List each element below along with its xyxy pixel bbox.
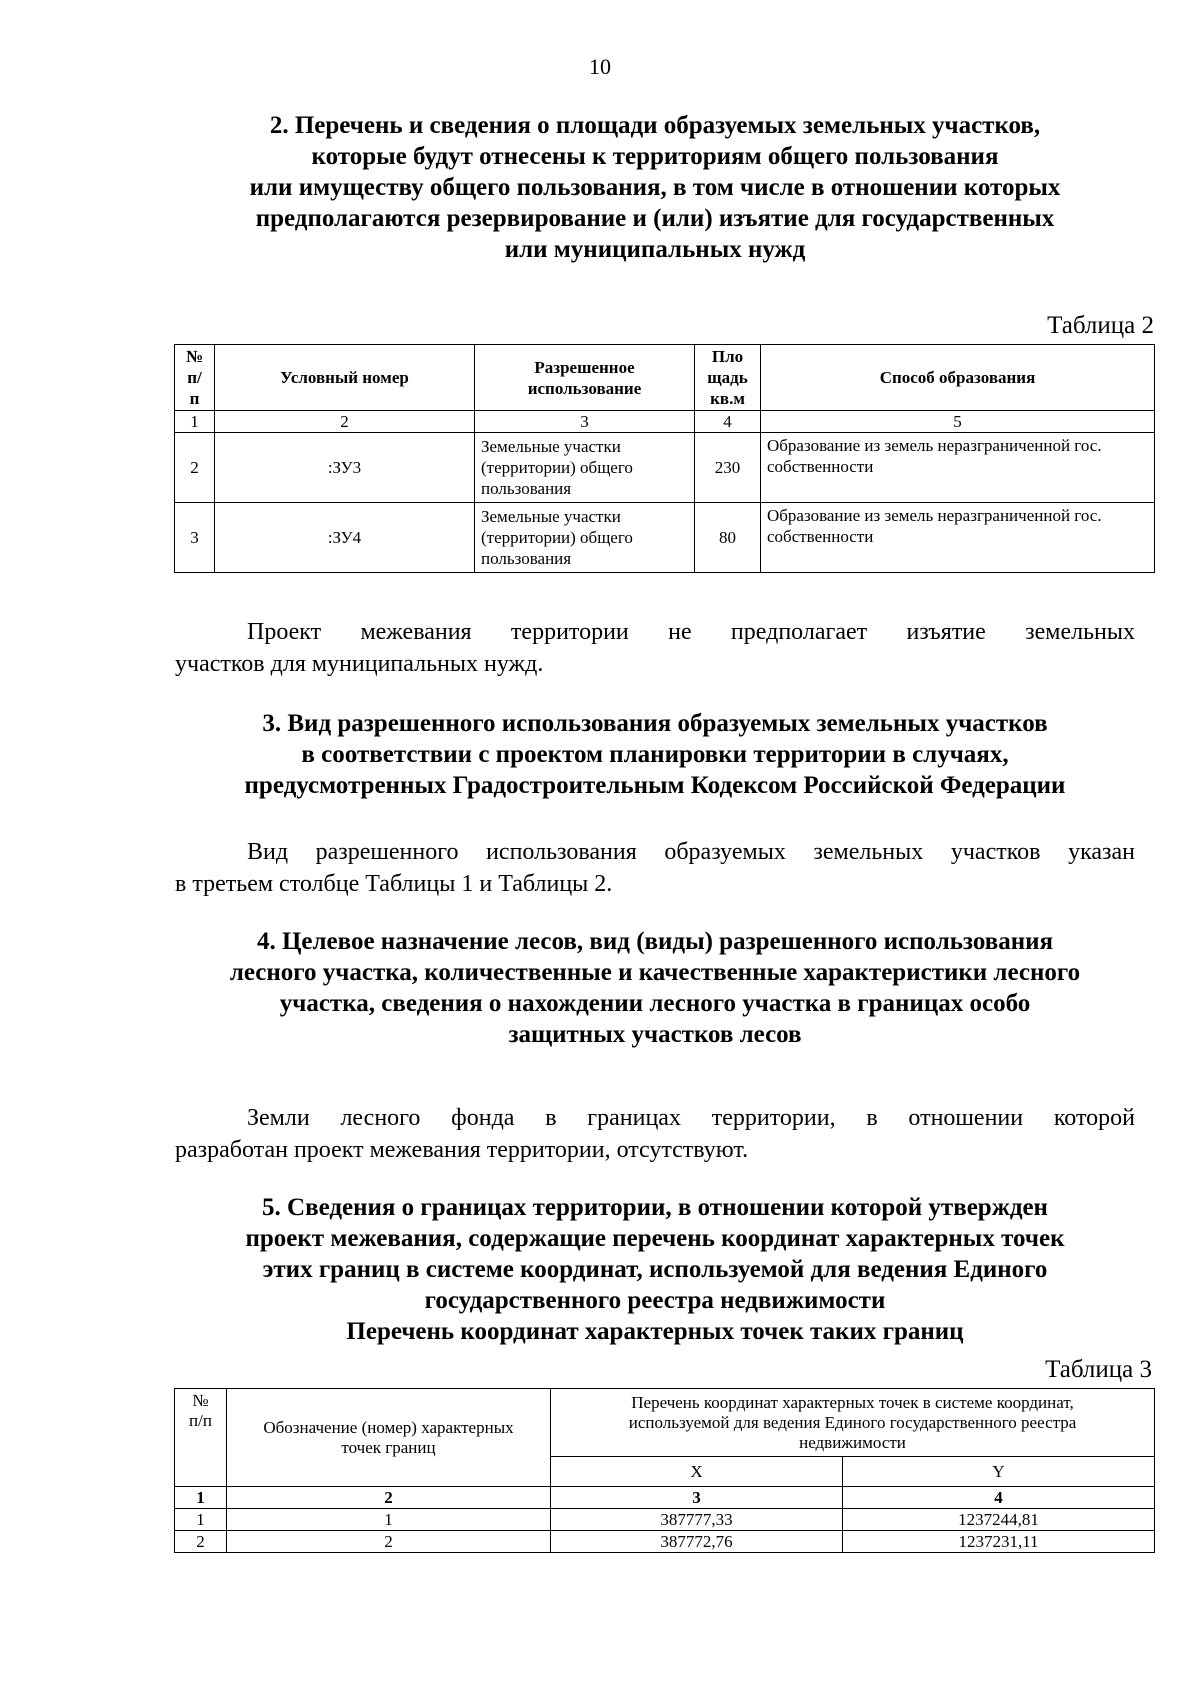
paragraph-forest-lands: [175, 1102, 1135, 1166]
heading-line: которые будут отнесены к территориям общего пользования: [311, 143, 999, 170]
cell-y: 1237244,81: [843, 1509, 1155, 1531]
table-header-row: [175, 345, 1155, 411]
header-formation-method: Способ образования: [761, 345, 1155, 411]
header-x: X: [551, 1457, 843, 1487]
cell-area: 80: [695, 503, 761, 573]
cell-num: 3: [175, 503, 215, 573]
section-5-heading: [160, 1192, 1150, 1347]
column-number-row: [175, 411, 1155, 433]
paragraph-line: в третьем столбце Таблицы 1 и Таблицы 2.: [175, 871, 613, 897]
heading-line: 2. Перечень и сведения о площади образуемых земельных участков,: [269, 112, 1041, 139]
paragraph-line: Вид разрешенного использования образуемых земельных участков указан: [247, 839, 1135, 865]
column-number-row: [175, 1487, 1155, 1509]
heading-line: государственного реестра недвижимости: [424, 1287, 886, 1314]
heading-line: защитных участков лесов: [508, 1021, 802, 1048]
section-3-heading: [160, 708, 1150, 801]
heading-line: лесного участка, количественные и качественные характеристики лесного: [229, 959, 1081, 986]
heading-line: или имуществу общего пользования, в том числе в отношении которых: [249, 174, 1061, 201]
cell-use: Земельные участки (территории) общего пользования: [475, 433, 695, 503]
heading-line: или муниципальных нужд: [504, 236, 806, 263]
cell-point: 2: [227, 1531, 551, 1553]
col-number: 1: [175, 411, 215, 433]
cell-num: 2: [175, 1531, 227, 1553]
cell-method: Образование из земель неразграниченной гос. собственности: [761, 503, 1155, 573]
col-number: 3: [475, 411, 695, 433]
cell-y: 1237231,11: [843, 1531, 1155, 1553]
col-number: 4: [695, 411, 761, 433]
table-3: [174, 1388, 1155, 1553]
col-number: 2: [227, 1487, 551, 1509]
col-number: 2: [215, 411, 475, 433]
header-conditional-number: Условный номер: [215, 345, 475, 411]
paragraph-line: участков для муниципальных нужд.: [175, 651, 544, 677]
heading-line: Перечень координат характерных точек таких границ: [346, 1318, 964, 1345]
heading-line: предполагаются резервирование и (или) изъятие для государственных: [255, 205, 1055, 232]
table-row: [175, 503, 1155, 573]
cell-area: 230: [695, 433, 761, 503]
cell-use: Земельные участки (территории) общего пользования: [475, 503, 695, 573]
table-2: [174, 344, 1155, 573]
header-permitted-use: Разрешенное использование: [475, 345, 695, 411]
cell-num: 2: [175, 433, 215, 503]
paragraph-no-seizure: [175, 616, 1135, 680]
section-4-heading: [160, 926, 1150, 1050]
heading-line: в соответствии с проектом планировки территории в случаях,: [301, 741, 1009, 768]
section-2-heading: [160, 110, 1150, 265]
header-coordinates: Перечень координат характерных точек в системе координат, используемой для ведения Единого государственного реестра недвижимости: [551, 1389, 1155, 1457]
paragraph-line: Проект межевания территории не предполагает изъятие земельных: [247, 619, 1135, 645]
cell-id: :ЗУ3: [215, 433, 475, 503]
col-number: 3: [551, 1487, 843, 1509]
heading-line: проект межевания, содержащие перечень координат характерных точек: [245, 1225, 1065, 1252]
col-number: 1: [175, 1487, 227, 1509]
table-2-caption: Таблица 2: [1047, 312, 1154, 339]
cell-x: 387772,76: [551, 1531, 843, 1553]
paragraph-permitted-use: [175, 836, 1135, 900]
heading-line: 5. Сведения о границах территории, в отношении которой утвержден: [262, 1194, 1048, 1221]
table-3-caption: Таблица 3: [1045, 1356, 1152, 1383]
col-number: 5: [761, 411, 1155, 433]
col-number: 4: [843, 1487, 1155, 1509]
table-header-row: [175, 1389, 1155, 1457]
paragraph-line: разработан проект межевания территории, отсутствуют.: [175, 1137, 749, 1163]
header-num: № п/ п: [175, 345, 215, 411]
table-row: [175, 433, 1155, 503]
paragraph-line: Земли лесного фонда в границах территории, в отношении которой: [247, 1105, 1135, 1131]
table-row: [175, 1531, 1155, 1553]
table-row: [175, 1509, 1155, 1531]
heading-line: предусмотренных Градостроительным Кодексом Российской Федерации: [244, 772, 1066, 799]
cell-point: 1: [227, 1509, 551, 1531]
heading-line: 3. Вид разрешенного использования образуемых земельных участков: [262, 710, 1048, 737]
header-area: Пло щадь кв.м: [695, 345, 761, 411]
header-num: № п/п: [175, 1389, 227, 1487]
cell-num: 1: [175, 1509, 227, 1531]
cell-x: 387777,33: [551, 1509, 843, 1531]
heading-line: этих границ в системе координат, используемой для ведения Единого: [262, 1256, 1048, 1283]
heading-line: 4. Целевое назначение лесов, вид (виды) разрешенного использования: [256, 928, 1054, 955]
header-point-designation: Обозначение (номер) характерных точек границ: [227, 1389, 551, 1487]
heading-line: участка, сведения о нахождении лесного участка в границах особо: [279, 990, 1031, 1017]
cell-method: Образование из земель неразграниченной гос. собственности: [761, 433, 1155, 503]
page-number: 10: [589, 54, 611, 79]
header-y: Y: [843, 1457, 1155, 1487]
cell-id: :ЗУ4: [215, 503, 475, 573]
